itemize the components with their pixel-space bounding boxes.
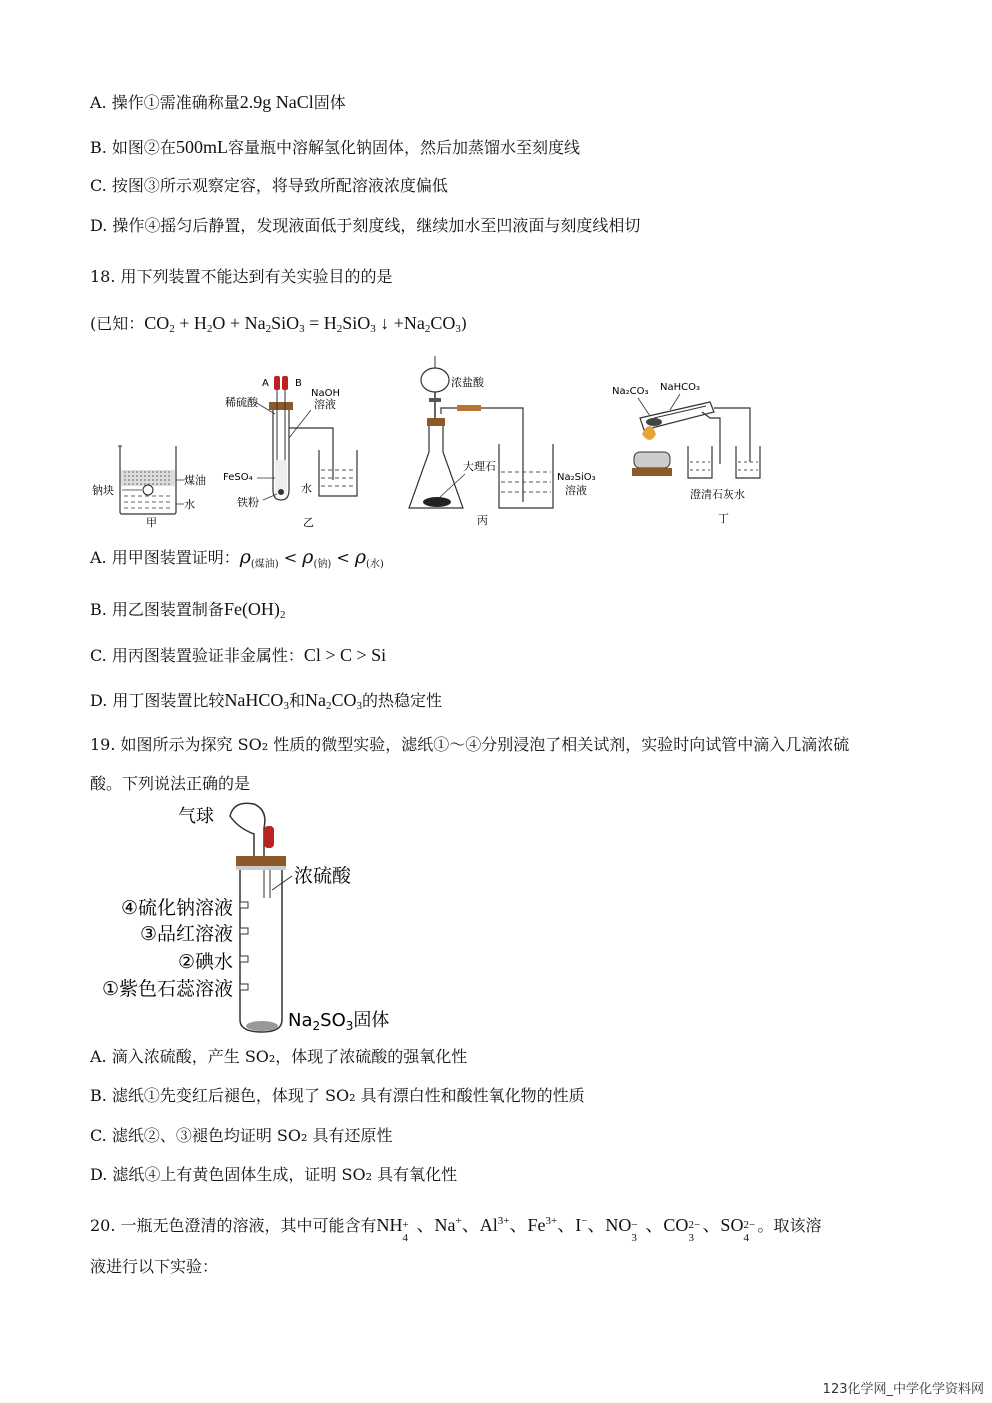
yi-naoh-label: NaOH [311,388,340,399]
ding-caption: 丁 [718,512,729,525]
q19-option-b: B. 滤纸①先变红后褪色，体现了 SO₂ 具有漂白性和酸性氧化物的性质 [90,1086,585,1105]
yi-label-b: B [295,378,302,389]
ion-list: NH + 4 、Na+、$Al^{3+}$、$Fe^{3+}$、I−、NO − 3 、CO 2− 3 、SO 2− 4 [376,1215,756,1244]
acid-dropper [264,826,274,848]
filter-paper-4 [240,902,248,908]
balloon-icon [230,803,265,860]
yi-stopper [269,402,293,410]
jia-water-label: 水 [184,498,195,511]
ding-lime-label: 澄清石灰水 [690,488,745,501]
bing-marble [423,497,451,507]
bing-hcl-label: 浓盐酸 [451,376,484,389]
page-footer: 123化学网_中学化学资料网 [822,1382,984,1397]
filter-paper-3 [240,928,248,934]
label-paper-4: ④硫化钠溶液 [120,897,233,919]
yi-acid-label: 稀硫酸 [225,396,258,409]
bing-funnel [421,368,449,392]
figure-yi [215,370,390,530]
yi-naoh-solution-label: 溶液 [314,398,336,411]
bing-na2sio3-label: Na₂SiO₃ [557,472,596,483]
q17-b-value: 500mL [175,137,228,157]
yi-iron-label: 铁粉 [237,496,259,509]
yi-feso4-label: FeSO₄ [223,472,253,483]
test-tube [240,870,282,1032]
q18-option-c: C. 用丙图装置验证非金属性：Cl > C > Si [90,645,387,665]
figure-ding [610,372,780,532]
q19-option-d: D. 滤纸④上有黄色固体生成，证明 SO₂ 具有氧化性 [90,1165,458,1184]
q18-option-b: B. 用乙图装置制备$Fe(OH)_2$ [90,599,286,621]
yi-dropper-a [274,376,280,390]
q18-option-a: A. 用甲图装置证明：$\rho_{(煤油)} < \rho_{(钠)} < \rho_{(水)}$ [90,546,384,570]
jia-caption: 甲 [146,516,157,529]
yi-caption: 乙 [303,516,314,529]
figure-bing [405,352,610,532]
q19-option-c: C. 滤纸②、③褪色均证明 SO₂ 具有还原性 [90,1126,393,1145]
q19-option-a: A. 滴入浓硫酸，产生 SO₂，体现了浓硫酸的强氧化性 [90,1047,468,1066]
label-paper-2: ②碘水 [177,951,233,973]
q17-option-b: B. 如图②在500mL容量瓶中溶解氢化钠固体，然后加蒸馏水至刻度线 [90,137,580,157]
q17-option-a: A. 操作①需准确称量2.9g NaCl固体 [90,92,346,112]
filter-paper-1 [240,984,248,990]
q20-stem-line2: 液进行以下实验： [90,1257,219,1276]
figure-jia [92,440,212,530]
feoh2-formula: $Fe(OH)_2$ [223,599,286,621]
tube-stopper [236,856,286,866]
figure-so2-tube [88,798,408,1038]
filter-paper-2 [240,956,248,962]
so2-acid-label: 浓硫酸 [294,865,352,887]
q17-option-d: D. 操作④摇匀后静置，发现液面低于刻度线，继续加水至凹液面与刻度线相切 [90,216,641,235]
yi-label-a: A [262,378,269,389]
q19-stem-line1: 19. 如图所示为探究 SO₂ 性质的微型实验，滤纸①～④分别浸泡了相关试剂，实验时向试管中滴入几滴浓硫 [90,735,850,754]
bing-solution-label: 溶液 [565,484,587,497]
ding-large-tube [640,402,714,430]
jia-kerosene-label: 煤油 [184,474,206,487]
label-paper-1: ①紫色石蕊溶液 [101,978,233,1000]
nonmetal-order: Cl > C > Si [303,645,387,665]
q19-stem-line2: 酸。下列说法正确的是 [90,774,251,793]
q17-a-value: 2.9g NaCl [239,92,314,112]
yi-water-label: 水 [301,482,312,495]
ding-nahco3-label: NaHCO₃ [660,382,700,393]
q17-option-c: C. 按图③所示观察定容，将导致所配溶液浓度偏低 [90,176,448,195]
q20-stem-line1: 20. 一瓶无色澄清的溶液，其中可能含有NH + 4 、Na+、$Al^{3+}$、$Fe^{3+}$、I−、NO − 3 、CO 2− 3 、SO 2− 4 。取该溶 [90,1215,822,1244]
balloon-label: 气球 [178,806,214,827]
na2so3-label: $Na_2SO_3$固体 [288,1010,390,1033]
q18-option-d: D. 用丁图装置比较NaHCO$_3$和$Na_2CO_3$的热稳定性 [90,690,442,712]
bing-marble-label: 大理石 [463,460,496,473]
yi-dropper-b [282,376,288,390]
label-paper-3: ③品红溶液 [139,923,233,945]
q18-known-equation: (已知：$CO_2 + H_2O + Na_2SiO_3 = H_2SiO_3$ ↓ $+Na_2CO_3$) [90,313,468,335]
silicate-equation: $CO_2 + H_2O + Na_2SiO_3 = H_2SiO_3$ ↓ $+Na_2CO_3$ [144,313,461,335]
jia-sodium-label: 钠块 [92,484,114,497]
na2so3-solid [246,1021,278,1031]
bing-stopper [427,418,445,426]
q18-stem: 18. 用下列装置不能达到有关实验目的的是 [90,267,393,286]
ding-na2co3-label: Na₂CO₃ [612,386,649,397]
bing-caption: 丙 [477,514,488,527]
